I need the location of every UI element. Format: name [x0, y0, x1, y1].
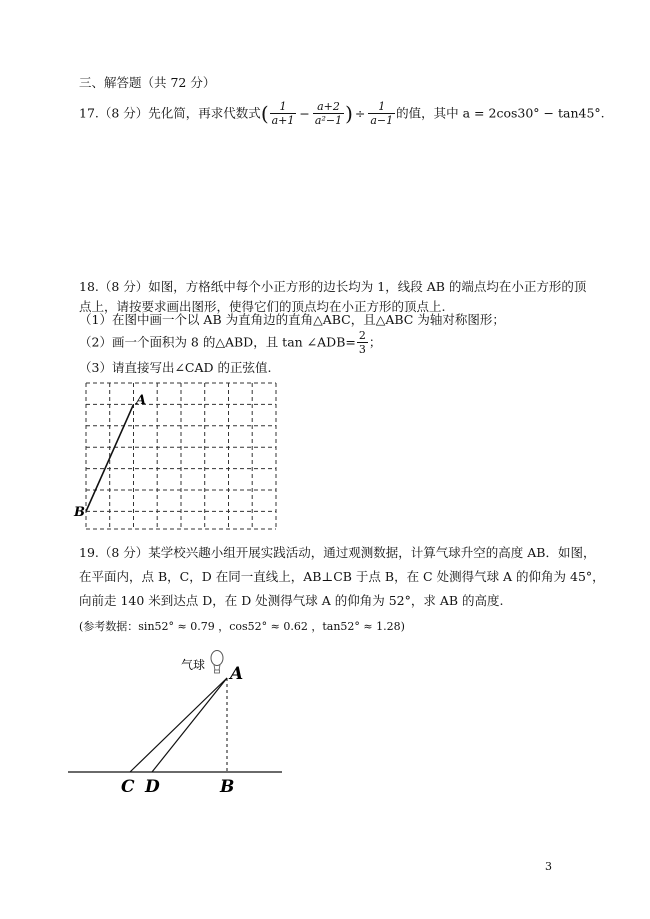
q19-reference-data: (参考数据：sin52° ≈ 0.79 ，cos52° ≈ 0.62 ，tan52° ≈ 1.28)	[79, 620, 405, 633]
q17-fraction-2	[313, 100, 344, 127]
q18-item-1: （1）在图中画一个以 AB 为直角边的直角△ABC，且△ABC 为轴对称图形；	[79, 312, 505, 327]
q18-line-2: 点上，请按要求画出图形，使得它们的顶点均在小正方形的顶点上.	[79, 299, 446, 314]
q19-label-a: A	[230, 664, 244, 684]
q19-balloon-figure	[60, 645, 300, 800]
q17-f3-numerator: 1	[368, 100, 395, 114]
sight-line-ca	[130, 678, 227, 772]
q18-line-1: 18.（8 分）如图，方格纸中每个小正方形的边长均为 1，线段 AB 的端点均在小正方形的顶	[79, 279, 587, 294]
q17-fraction-1	[270, 100, 297, 127]
q17-tail: 的值，其中 a = 2cos30° − tan45°.	[396, 105, 605, 121]
sight-line-da	[152, 678, 227, 772]
q19-label-c: C	[121, 777, 135, 797]
q18-item-2-text: （2）画一个面积为 8 的△ABD，且 tan ∠ADB=	[79, 334, 356, 350]
q19-label-b: B	[220, 777, 235, 797]
q18-grid-figure	[70, 376, 285, 536]
q18-item-2	[79, 327, 381, 358]
q17-paren-close: )	[345, 101, 353, 126]
page-number: 3	[545, 860, 552, 873]
q18-item-2-end: ；	[368, 334, 382, 350]
q17-f2-numerator: a+2	[313, 100, 344, 114]
q18-item-3: （3）请直接写出∠CAD 的正弦值.	[79, 360, 272, 375]
question-17	[79, 98, 605, 129]
q17-fraction-3	[368, 100, 395, 127]
q18-tan-fraction	[357, 329, 368, 356]
q17-f1-numerator: 1	[270, 100, 297, 114]
q19-line-1: 19.（8 分）某学校兴趣小组开展实践活动，通过观测数据，计算气球升空的高度 AB．如图，	[79, 545, 596, 560]
q17-lead: 17.（8 分）先化简，再求代数式	[79, 105, 261, 121]
q18-label-b: B	[74, 505, 85, 520]
q17-f2-denominator: a²−1	[314, 114, 343, 127]
balloon-icon	[211, 651, 223, 674]
q19-line-3: 向前走 140 米到达点 D，在 D 处测得气球 A 的仰角为 52°，求 AB 的高度.	[79, 593, 504, 608]
grid-lines	[86, 383, 276, 529]
q17-minus: −	[299, 105, 310, 121]
q17-f1-denominator: a+1	[271, 114, 295, 127]
balloon-label: 气球	[181, 658, 206, 672]
q19-line-2: 在平面内，点 B，C，D 在同一直线上，AB⊥CB 于点 B，在 C 处测得气球 A 的仰角为 45°，	[79, 569, 605, 584]
q17-divide: ÷	[354, 105, 366, 121]
section-title: 三、解答题（共 72 分）	[79, 75, 216, 90]
q17-paren-open: (	[260, 101, 269, 126]
q18-tan-denominator: 3	[358, 343, 366, 356]
q17-f3-denominator: a−1	[370, 114, 394, 127]
q18-tan-numerator: 2	[358, 329, 366, 342]
q19-label-d: D	[145, 777, 160, 797]
q18-label-a: A	[136, 393, 147, 408]
